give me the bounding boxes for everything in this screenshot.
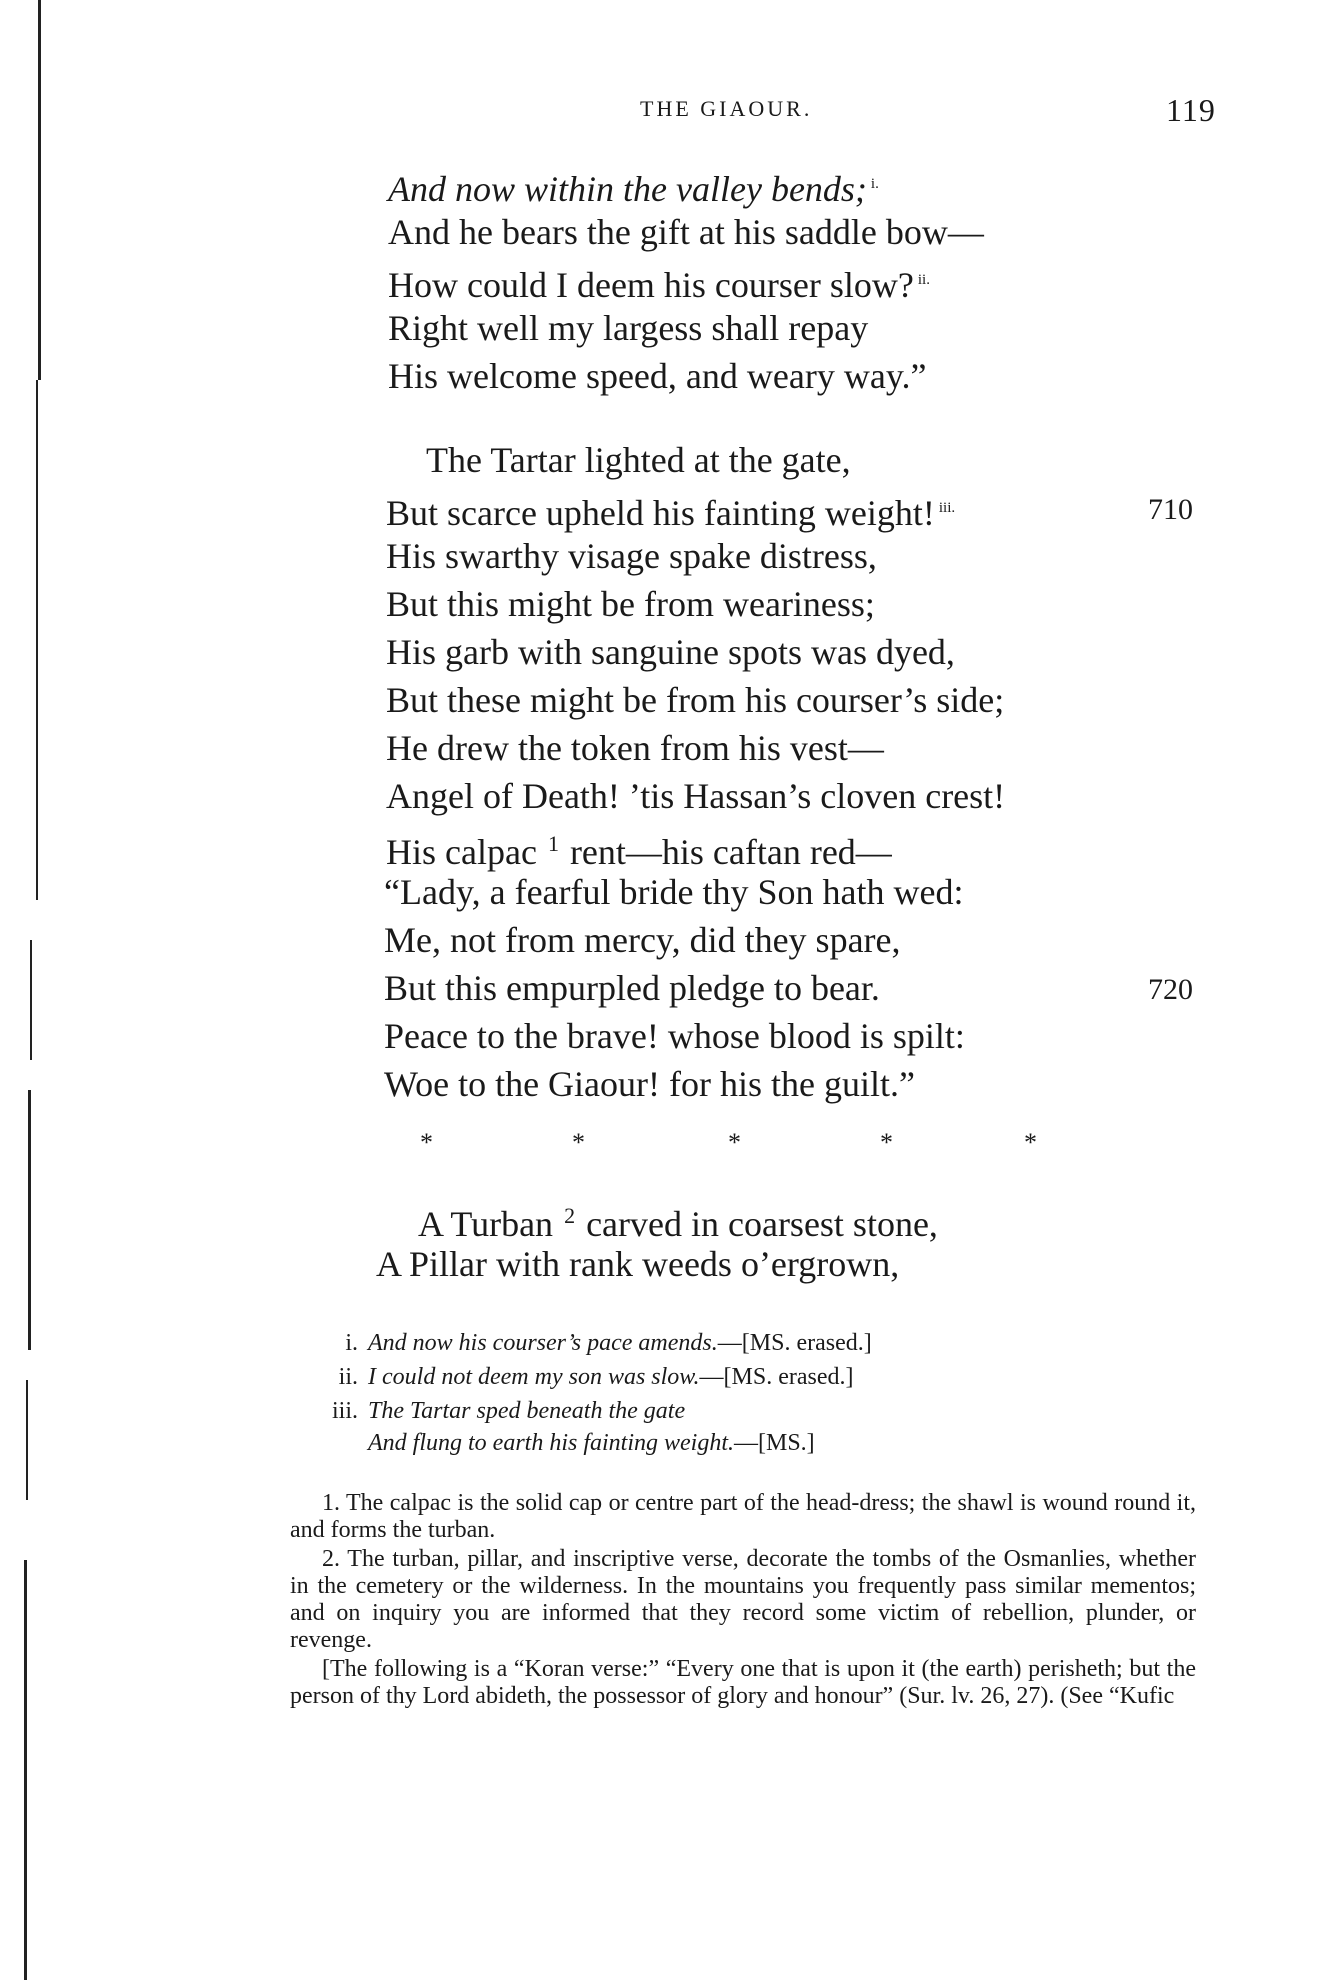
verse-line: But this might be from weariness; — [386, 584, 875, 624]
verse-line: Woe to the Giaour! for his the guilt.” — [384, 1064, 915, 1104]
binding-edge — [0, 0, 48, 1985]
verse-line: He drew the token from his vest— — [386, 728, 884, 768]
line-number: 720 — [1148, 973, 1193, 1006]
verse-line: Right well my largess shall repay — [388, 308, 869, 348]
footnotes — [290, 1490, 1196, 1712]
verse-line: But these might be from his courser’s side; — [386, 680, 1005, 720]
verse-line: His welcome speed, and weary way.” — [388, 356, 927, 396]
separator-star: * — [420, 1128, 433, 1157]
variant-note: i. And now his courser’s pace amends.—[MS. erased.] — [318, 1328, 872, 1358]
verse-line: And he bears the gift at his saddle bow— — [388, 212, 984, 252]
variant-note: ii. I could not deem my son was slow.—[MS. erased.] — [318, 1362, 854, 1392]
variant-note: iii. The Tartar sped beneath the gate — [318, 1396, 685, 1426]
variant-number: i. — [345, 1330, 358, 1356]
verse-line: His calpac $^1$ rent—his caftan red— — [386, 831, 892, 872]
section-separator — [0, 1128, 1325, 1158]
variant-number: iii. — [331, 1398, 358, 1424]
separator-star: * — [728, 1128, 741, 1157]
running-title: THE GIAOUR. — [640, 96, 813, 121]
verse-line: Me, not from mercy, did they spare, — [384, 920, 901, 960]
separator-star: * — [1024, 1128, 1037, 1157]
variant-ref: iii. — [938, 500, 956, 516]
running-head — [0, 92, 1325, 128]
footnote-1: 1. The calpac is the solid cap or centre part of the head-dress; the shawl is wound round it, and forms the turban. — [290, 1490, 1196, 1543]
verse-line: His garb with sanguine spots was dyed, — [386, 632, 955, 672]
variant-ref: i. — [870, 176, 879, 192]
footnote-ref: 1 — [547, 831, 559, 856]
verse-line: Peace to the brave! whose blood is spilt: — [384, 1016, 965, 1056]
variant-ref: ii. — [917, 272, 930, 288]
verse-line: The Tartar lighted at the gate, — [426, 440, 851, 480]
verse-line: A Pillar with rank weeds o’ergrown, — [376, 1244, 900, 1284]
line-number: 710 — [1148, 493, 1193, 526]
verse-line: And now within the valley bends; $^{i.}$ — [388, 169, 879, 209]
verse-line: His swarthy visage spake distress, — [386, 536, 877, 576]
verse-line: But scarce upheld his fainting weight! $^{iii.}$ — [386, 493, 956, 533]
verse-line: But this empurpled pledge to bear. — [384, 968, 880, 1008]
variant-number: ii. — [338, 1364, 358, 1390]
separator-star: * — [572, 1128, 585, 1157]
verse-line: A Turban $^2$ carved in coarsest stone, — [418, 1203, 938, 1244]
page-number: 119 — [1166, 92, 1216, 128]
footnote-2: 2. The turban, pillar, and inscriptive verse, decorate the tombs of the Osmanlies, whether in the cemetery or the wilderness. In the mountains you frequently pass similar mementos; and on inquiry you are informed that they record some victim of rebellion, plunder, or revenge. — [290, 1546, 1196, 1653]
separator-star: * — [880, 1128, 893, 1157]
footnote-3: [The following is a “Koran verse:” “Every one that is upon it (the earth) perisheth; but the person of thy Lord abideth, the possessor of glory and honour” (Sur. lv. 26, 27). (See “Kufic — [290, 1656, 1196, 1709]
verse-line: Angel of Death! ’tis Hassan’s cloven crest! — [386, 776, 1006, 816]
footnote-ref: 2 — [564, 1203, 576, 1228]
variant-note-continued: And flung to earth his fainting weight.—[MS.] — [368, 1430, 815, 1456]
verse-line: How could I deem his courser slow? $^{ii.}$ — [388, 265, 930, 305]
verse-line: “Lady, a fearful bride thy Son hath wed: — [384, 872, 964, 912]
